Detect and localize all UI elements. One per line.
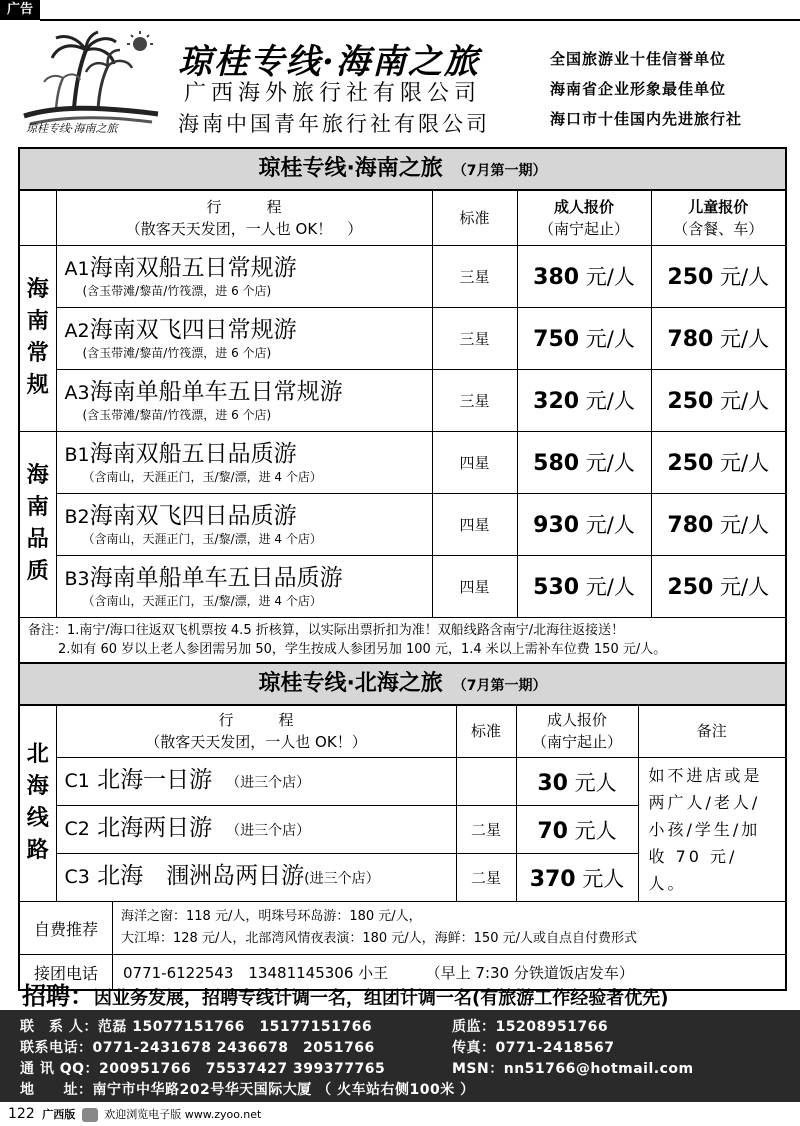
route-name: 海南双船五日品质游 xyxy=(89,440,297,467)
child-price-value: 780 xyxy=(667,327,714,352)
route-name: 北海一日游 xyxy=(97,767,213,793)
route-name: 海南双飞四日常规游 xyxy=(89,316,297,343)
price-unit: 元人 xyxy=(574,818,617,843)
adult-price xyxy=(516,758,638,806)
logo-text: 琼桂专线·海南之旅 xyxy=(26,122,118,135)
beihai-header-row xyxy=(20,706,785,758)
route-code: A3 xyxy=(64,381,90,404)
price-unit: 元/人 xyxy=(585,389,635,413)
hainan-notes xyxy=(20,617,785,663)
self-pay-line-1: 海洋之窗：118 元/人，明珠号环岛游：180 元/人， xyxy=(121,909,422,924)
self-pay-list xyxy=(113,902,786,954)
route-cell xyxy=(56,806,456,854)
adult-price-value: 930 xyxy=(533,513,580,538)
adult-price xyxy=(517,369,651,431)
adult-price xyxy=(516,854,638,902)
col-child xyxy=(651,191,785,245)
col-route xyxy=(56,706,456,758)
adult-price-value: 380 xyxy=(533,265,580,290)
hainan-table xyxy=(20,191,785,664)
company-name-2: 海南中国青年旅行社有限公司 xyxy=(178,112,490,136)
group-beihai xyxy=(20,706,56,902)
group-quality xyxy=(20,431,56,617)
hainan-issue: （7月第一期） xyxy=(452,163,547,179)
route-desc: （含南山，天涯正门，玉/黎/漂，进 4 个店） xyxy=(82,593,322,608)
child-price xyxy=(651,555,785,617)
route-std: 四星 xyxy=(432,431,517,493)
route-cell xyxy=(56,245,432,307)
child-price xyxy=(651,245,785,307)
col-adult-label: 成人报价 xyxy=(546,711,607,730)
adult-price-value: 750 xyxy=(533,327,580,352)
col-std: 标准 xyxy=(432,191,517,245)
hainan-header-row xyxy=(20,191,785,245)
contact-msn: MSN：nn51766@hotmail.com xyxy=(452,1061,694,1077)
palm-logo-icon xyxy=(16,30,166,140)
header-title: 琼桂专线·海南之旅 xyxy=(178,42,480,82)
price-unit: 元/人 xyxy=(585,327,635,351)
self-pay-table xyxy=(20,902,785,954)
route-cell xyxy=(56,555,432,617)
child-price-value: 780 xyxy=(667,513,714,538)
adult-price xyxy=(516,806,638,854)
adult-price-value: 370 xyxy=(529,866,576,892)
recruit-label: 招聘： xyxy=(22,982,94,1010)
contact-block xyxy=(0,1010,800,1102)
price-unit: 元/人 xyxy=(720,513,770,537)
adult-price xyxy=(517,555,651,617)
company-name-1: 广西海外旅行社有限公司 xyxy=(184,81,482,106)
contact-address: 地 址：南宁市中华路202号华天国际大厦 （ 火车站右侧100米 ） xyxy=(20,1082,475,1098)
price-unit: 元/人 xyxy=(585,575,635,599)
honor-2: 海南省企业形象最佳单位 xyxy=(550,80,727,98)
self-pay-cell xyxy=(20,902,785,955)
child-price-value: 250 xyxy=(667,265,714,290)
recruit-line xyxy=(22,976,668,1011)
group-beihai-label: 北海线路 xyxy=(26,742,49,864)
route-desc: (含玉带滩/黎苗/竹筏漂，进 6 个店) xyxy=(82,283,272,298)
self-pay-line-2: 大江埠：128 元/人，北部湾风情夜表演：180 元/人，海鲜：150 元/人或自点自付费形式 xyxy=(121,931,637,946)
price-unit: 元/人 xyxy=(720,389,770,413)
beihai-remark: 如不进店或是两广人/老人/小孩/学生/加收 70 元/人。 xyxy=(638,758,785,902)
col-remark: 备注 xyxy=(638,706,785,758)
price-unit: 元/人 xyxy=(585,513,635,537)
route-name: 北海 涠洲岛两日游 xyxy=(97,863,305,889)
table-row xyxy=(20,493,785,555)
child-price-value: 250 xyxy=(667,575,714,600)
note-2: 2.如有 60 岁以上老人参团需另加 50，学生按成人参团另加 100 元，1.4 米以上需补车位费 150 元/人。 xyxy=(58,641,667,657)
route-desc: (含玉带滩/黎苗/竹筏漂，进 6 个店) xyxy=(82,345,272,360)
contact-person: 联 系 人：范磊 15077151766 15177151766 xyxy=(20,1019,373,1035)
adult-price xyxy=(517,245,651,307)
route-std: 四星 xyxy=(432,493,517,555)
route-desc: （进三个店） xyxy=(226,823,311,839)
note-1: 备注：1.南宁/海口往返双飞机票按 4.5 折核算，以实际出票折扣为准！双船线路含南宁/北海往返接送！ xyxy=(28,622,625,638)
route-code: B3 xyxy=(64,567,90,590)
adult-price-value: 320 xyxy=(533,389,580,414)
child-price xyxy=(651,431,785,493)
adult-price xyxy=(517,431,651,493)
route-name: 海南双飞四日品质游 xyxy=(89,502,297,529)
col-route xyxy=(56,191,432,245)
route-desc: （含南山，天涯正门，玉/黎/漂，进 4 个店） xyxy=(82,469,322,484)
route-name: 海南单船单车五日常规游 xyxy=(89,378,343,405)
beihai-table xyxy=(20,706,785,990)
route-cell xyxy=(56,307,432,369)
price-unit: 元/人 xyxy=(720,575,770,599)
route-desc: （含南山，天涯正门，玉/黎/漂，进 4 个店） xyxy=(82,531,322,546)
col-route-label: 行 程 xyxy=(206,197,282,216)
edition-label: 广西版 xyxy=(42,1108,76,1121)
group-regular-label: 海南常规 xyxy=(26,277,49,398)
child-price-value: 250 xyxy=(667,451,714,476)
route-name: 海南单船单车五日品质游 xyxy=(89,564,343,591)
route-std: 二星 xyxy=(456,854,516,902)
routes-panel xyxy=(18,147,787,991)
contact-phone: 联系电话：0771-2431678 2436678 2051766 xyxy=(20,1040,375,1056)
adult-price-value: 580 xyxy=(533,451,580,476)
route-code: A1 xyxy=(64,257,90,280)
route-code: B2 xyxy=(64,505,90,528)
ad-label: 广告 xyxy=(0,0,40,20)
table-row xyxy=(20,245,785,307)
route-std: 三星 xyxy=(432,245,517,307)
ad-divider xyxy=(40,19,800,21)
price-unit: 元/人 xyxy=(720,265,770,289)
footer-site: 欢迎浏览电子版 www.zyoo.net xyxy=(104,1108,262,1121)
table-row xyxy=(20,369,785,431)
self-pay-label: 自费推荐 xyxy=(20,902,113,954)
contact-fax: 传真：0771-2418567 xyxy=(452,1040,615,1056)
route-desc: （进三个店） xyxy=(226,775,311,791)
price-unit: 元/人 xyxy=(585,451,635,475)
self-pay-row xyxy=(20,902,785,955)
phone-text: 0771-6122543 13481145306 小王 （早上 7:30 分铁道饭店发车） xyxy=(123,963,634,982)
page-number: 122 xyxy=(8,1106,35,1122)
child-price xyxy=(651,307,785,369)
phone-label: 接团电话 xyxy=(20,955,113,989)
route-std: 二星 xyxy=(456,806,516,854)
page-footer xyxy=(8,1106,261,1122)
adult-price-value: 530 xyxy=(533,575,580,600)
route-cell xyxy=(56,758,456,806)
edition-badge-icon xyxy=(82,1108,98,1122)
route-name: 北海两日游 xyxy=(97,815,213,841)
hainan-section-title xyxy=(20,149,785,191)
price-unit: 元/人 xyxy=(585,265,635,289)
adult-price xyxy=(517,307,651,369)
adult-price-value: 30 xyxy=(537,770,568,796)
header-corner xyxy=(20,191,56,245)
route-cell xyxy=(56,493,432,555)
beihai-section-title xyxy=(20,664,785,706)
price-unit: 元人 xyxy=(582,866,625,891)
col-adult xyxy=(516,706,638,758)
price-unit: 元/人 xyxy=(720,451,770,475)
route-name: 海南双船五日常规游 xyxy=(89,254,297,281)
route-cell xyxy=(56,369,432,431)
hainan-title: 琼桂专线·海南之旅 xyxy=(258,156,443,181)
route-code: B1 xyxy=(64,443,90,466)
beihai-issue: （7月第一期） xyxy=(452,677,547,694)
route-cell xyxy=(56,854,456,902)
contact-qc: 质监：15208951766 xyxy=(452,1019,609,1035)
col-route-sub: （散客天天发团，一人也 OK！ ） xyxy=(125,219,363,238)
route-desc: (含玉带滩/黎苗/竹筏漂，进 6 个店) xyxy=(82,407,272,422)
adult-price-value: 70 xyxy=(537,818,568,844)
route-std xyxy=(456,758,516,806)
route-cell xyxy=(56,431,432,493)
col-route-label: 行 程 xyxy=(218,711,294,730)
honor-3: 海口市十佳国内先进旅行社 xyxy=(550,110,743,128)
col-adult-sub: （南宁起止） xyxy=(538,219,629,238)
col-adult xyxy=(517,191,651,245)
honor-1: 全国旅游业十佳信誉单位 xyxy=(550,50,727,68)
beihai-title: 琼桂专线·北海之旅 xyxy=(258,670,443,696)
col-child-sub: （含餐、车） xyxy=(673,219,764,238)
route-code: A2 xyxy=(64,319,90,342)
route-code: C3 xyxy=(64,866,90,888)
recruit-text: 因业务发展，招聘专线计调一名，组团计调一名(有旅游工作经验者优先) xyxy=(94,988,669,1009)
route-code: C1 xyxy=(64,770,90,792)
route-std: 三星 xyxy=(432,307,517,369)
price-unit: 元人 xyxy=(574,770,617,795)
price-unit: 元/人 xyxy=(720,327,770,351)
route-code: C2 xyxy=(64,818,90,840)
table-row xyxy=(20,307,785,369)
child-price xyxy=(651,493,785,555)
col-adult-sub: （南宁起止） xyxy=(531,733,622,752)
contact-qq: 通 讯 QQ：200951766 75537427 399377765 xyxy=(20,1061,386,1077)
child-price-value: 250 xyxy=(667,389,714,414)
col-adult-label: 成人报价 xyxy=(553,197,614,216)
group-quality-label: 海南品质 xyxy=(26,463,49,584)
col-child-label: 儿童报价 xyxy=(688,197,749,216)
table-row xyxy=(20,555,785,617)
table-row xyxy=(20,431,785,493)
table-row xyxy=(20,758,785,806)
adult-price xyxy=(517,493,651,555)
route-std: 三星 xyxy=(432,369,517,431)
child-price xyxy=(651,369,785,431)
route-std: 四星 xyxy=(432,555,517,617)
notes-row xyxy=(20,617,785,663)
route-desc: (进三个店） xyxy=(304,871,380,887)
group-regular xyxy=(20,245,56,431)
col-route-sub: （散客天天发团，一人也 OK！） xyxy=(145,733,367,752)
col-std: 标准 xyxy=(456,706,516,758)
